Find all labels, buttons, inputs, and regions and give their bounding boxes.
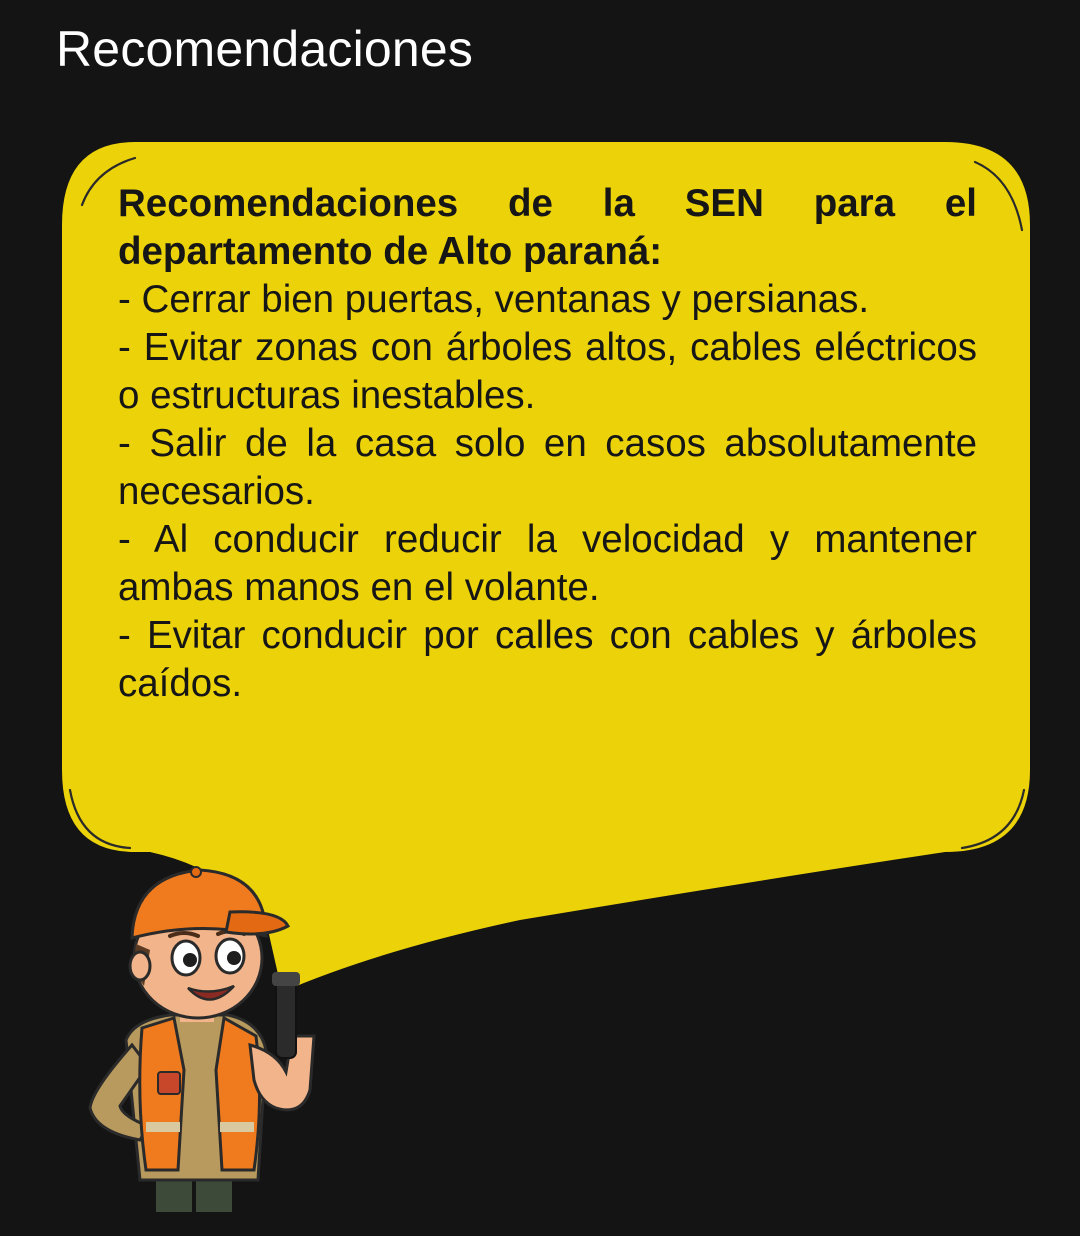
rescue-worker-mascot [70,840,330,1220]
recommendation-item: - Al conducir reducir la velocidad y mantener ambas manos en el volante. [118,518,977,609]
recommendations-text [118,180,977,708]
recommendation-item: - Evitar conducir por calles con cables y árboles caídos. [118,614,977,705]
recommendation-item: - Evitar zonas con árboles altos, cables eléctricos o estructuras inestables. [118,326,977,417]
page-title: Recomendaciones [56,21,474,77]
recommendation-item: - Salir de la casa solo en casos absolutamente necesarios. [118,422,977,513]
recommendations-heading: Recomendaciones de la SEN para el departamento de Alto paraná: [118,182,977,273]
recommendation-item: - Cerrar bien puertas, ventanas y persianas. [118,278,870,321]
